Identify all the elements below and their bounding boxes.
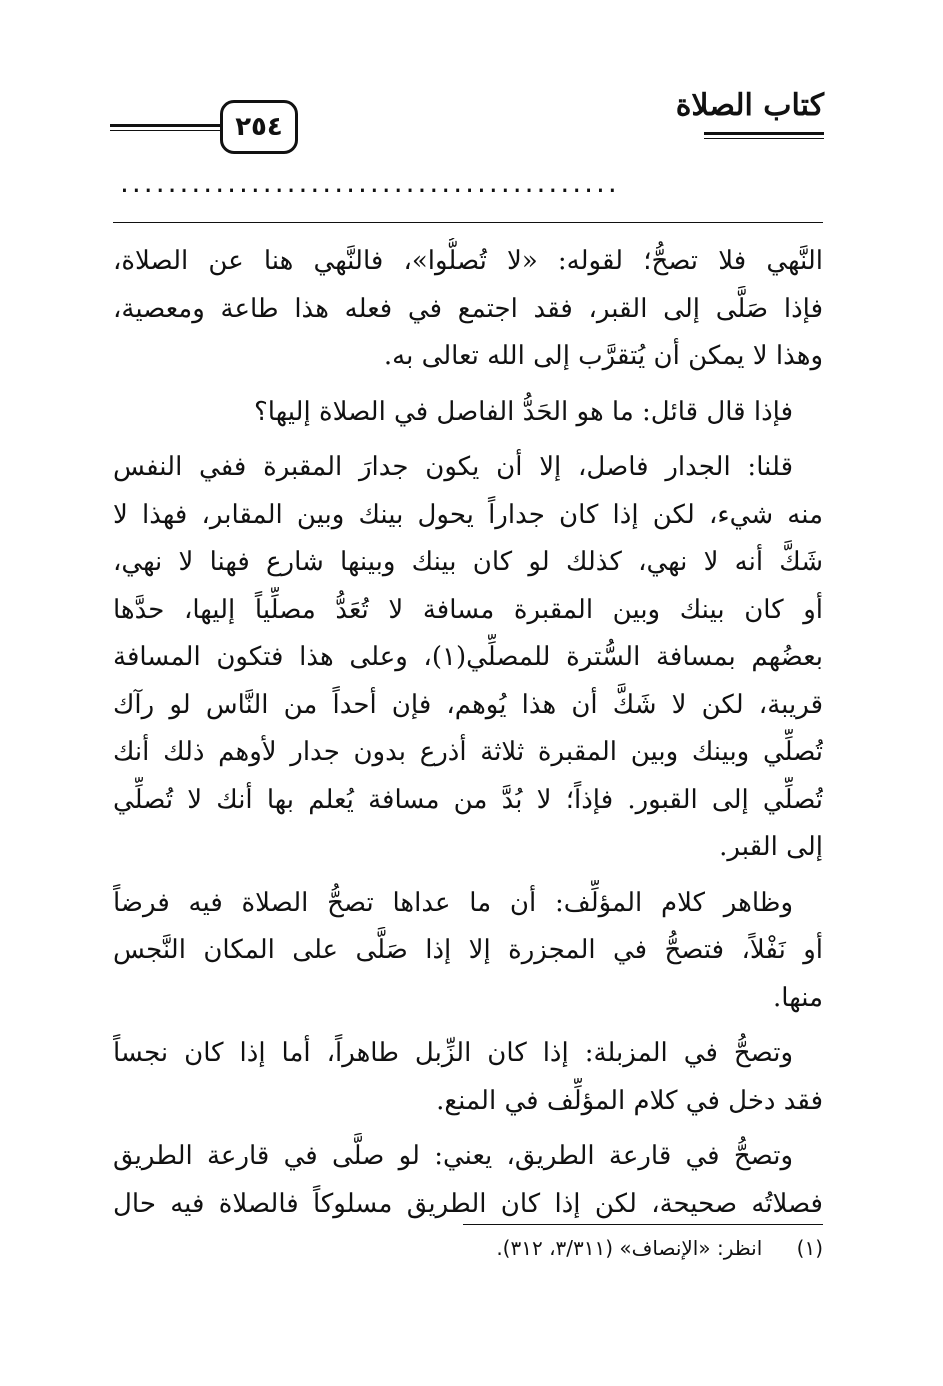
paragraph: [113, 880, 823, 1023]
paragraph: [113, 1030, 823, 1125]
text-line: فصلاتُه صحيحة، لكن إذا كان الطريق مسلوكاً فالصلاة فيه حال: [113, 1188, 823, 1219]
text-line: شَكَّ أنه لا نهي، كذلك لو كان بينك وبينها شارع فهنا لا نهي،: [113, 547, 823, 577]
text-line: وهذا لا يمكن أن يُتقرَّب إلى الله تعالى به.: [383, 341, 823, 371]
footnote: [323, 1236, 823, 1260]
footnote-rule: [463, 1224, 823, 1225]
text-line: وتصحُّ في المزبلة: إذا كان الزِّبل طاهراً، أما إذا كان نجساً: [113, 1038, 793, 1068]
header-rule-thin: [704, 138, 824, 139]
page-number: ٢٥٤: [220, 100, 298, 154]
dotted-separator: ..........................................: [120, 168, 620, 198]
text-line: وتصحُّ في قارعة الطريق، يعني: لو صلَّى في قارعة الطريق: [113, 1141, 793, 1171]
text-line: منه شيء، لكن إذا كان جداراً يحول بينك وبين المقابر، فهذا لا: [113, 499, 823, 530]
text-line: النَّهي فلا تصحُّ؛ لقوله: «لا تُصلُّوا»، فالنَّهي هنا عن الصلاة،: [113, 246, 823, 276]
text-line: بعضُهم بمسافة السُّترة للمصلِّي(١)، وعلى هذا فتكون المسافة: [113, 642, 823, 672]
book-title: كتاب الصلاة: [675, 88, 824, 123]
header-left-rule: [110, 124, 220, 127]
text-line: تُصلِّي وبينك وبين المقبرة ثلاثة أذرع بدون جدار لأوهم ذلك أنك: [113, 737, 823, 767]
text-line: إلى القبر.: [719, 832, 823, 862]
text-line: قريبة، لكن لا شَكَّ أن هذا يُوهم، فإن أحداً من النَّاس لو رآك: [113, 689, 823, 720]
page-header: [110, 80, 824, 150]
text-line: قلنا: الجدار فاصل، إلا أن يكون جدارَ المقبرة ففي النفس: [113, 452, 793, 482]
text-line: أو نَفْلاً، فتصحُّ في المجزرة إلا إذا صَلَّى على المكان النَّجس: [113, 935, 823, 965]
text-line: وظاهر كلام المؤلِّف: أن ما عداها تصحُّ الصلاة فيه فرضاً: [113, 887, 793, 918]
footnote-text: انظر: «الإنصاف» (٣/٣١١، ٣١٢).: [496, 1236, 763, 1260]
footnote-number: (١): [796, 1236, 823, 1260]
header-rule: [704, 132, 824, 135]
text-line: تُصلِّي إلى القبور. فإذاً؛ لا بُدَّ من مسافة يُعلم بها أنك لا تُصلِّي: [113, 784, 823, 815]
separator-rule: [113, 222, 823, 223]
paragraph: [113, 444, 823, 872]
paragraph: [113, 1133, 823, 1228]
text-line: منها.: [773, 982, 823, 1013]
text-line: أو كان بينك وبين المقبرة مسافة لا تُعَدُّ مصلِّياً إليها، حدَّها: [113, 594, 823, 625]
text-line: فإذا صَلَّى إلى القبر، فقد اجتمع في فعله هذا طاعة ومعصية،: [113, 293, 823, 324]
paragraph: [113, 389, 823, 437]
text-line: فقد دخل في كلام المؤلِّف في المنع.: [436, 1085, 823, 1116]
main-text: [113, 238, 823, 1228]
header-left-rule-thin: [110, 130, 220, 131]
paragraph: [113, 238, 823, 381]
text-line: فإذا قال قائل: ما هو الحَدُّ الفاصل في الصلاة إليها؟: [254, 396, 793, 427]
